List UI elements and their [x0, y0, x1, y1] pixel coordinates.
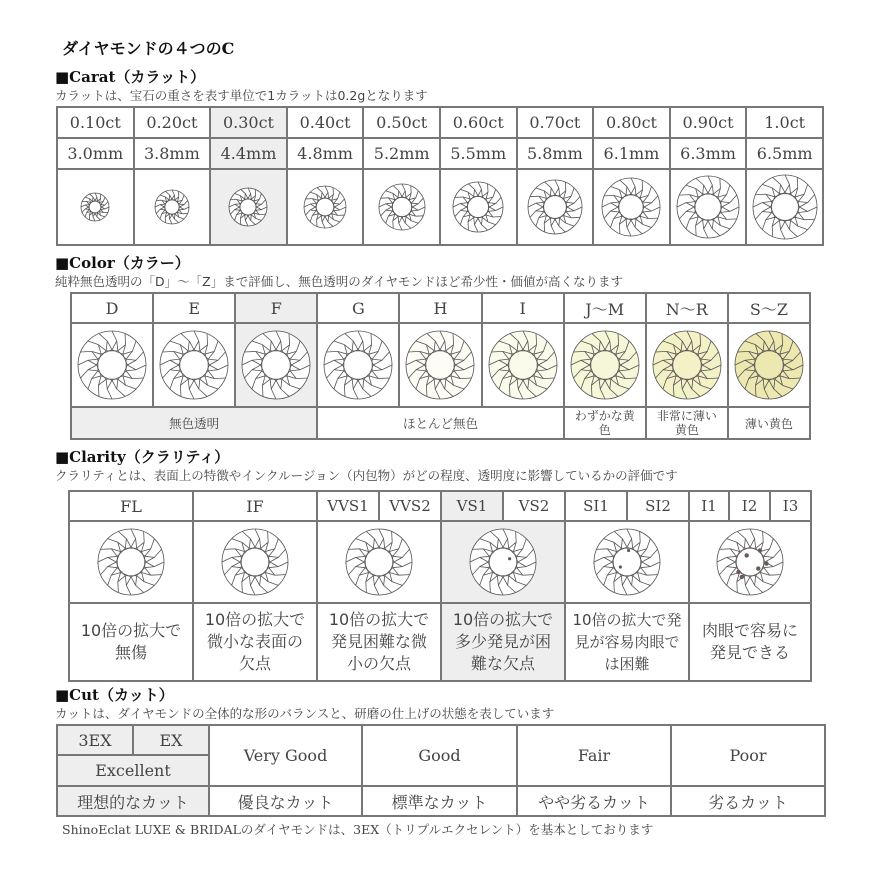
carat-size-row: [57, 138, 823, 169]
color-grade-cell: F: [235, 293, 317, 323]
carat-weight-cell: 0.20ct: [134, 107, 211, 138]
carat-size-cell: 4.4mm: [210, 138, 287, 169]
color-grade-cell: G: [317, 293, 399, 323]
clarity-description: クラリティとは、表面上の特徴やインクルージョン（内包物）がどの程度、透明度に影響しているかの評価です: [55, 468, 678, 483]
carat-weight-cell: 1.0ct: [746, 107, 823, 138]
carat-weight-cell: 0.50ct: [363, 107, 440, 138]
color-group-cell: ほとんど無色: [317, 407, 563, 439]
color-heading: ■Color（カラー）: [55, 254, 190, 272]
cut-description: カットは、ダイヤモンドの全体的な形のバランスと、研磨の仕上げの状態を表しています: [55, 706, 555, 721]
clarity-grade-cell: SI2: [627, 491, 689, 521]
carat-size-cell: 6.1mm: [593, 138, 670, 169]
diamond-icon: [318, 527, 440, 597]
diamond-icon: [671, 174, 746, 240]
color-grade-cell: N～R: [646, 293, 728, 323]
color-group-cell: 無色透明: [71, 407, 317, 439]
diamond-icon: [318, 329, 398, 401]
clarity-grade-row: [69, 491, 811, 521]
color-table: [70, 292, 811, 440]
diamond-icon: [518, 178, 593, 236]
diamond-icon: [690, 527, 810, 597]
footer-note: ShinoEclat LUXE & BRIDALのダイヤモンドは、3EX（トリプルエクセレント）を基本としております: [62, 822, 654, 837]
color-diamond-row: [71, 323, 810, 407]
cut-desc-cell: 優良なカット: [209, 786, 362, 816]
diamond-icon: [747, 173, 822, 241]
clarity-heading: ■Clarity（クラリティ）: [55, 448, 230, 466]
color-description: 純粋無色透明の「D」～「Z」まで評価し、無色透明のダイヤモンドほど希少性・価値が高くなります: [55, 274, 623, 289]
color-grade-cell: E: [153, 293, 235, 323]
color-grade-cell: H: [399, 293, 481, 323]
clarity-desc-cell: 10倍の拡大で微小な表面の欠点: [193, 603, 317, 681]
carat-size-cell: 5.2mm: [363, 138, 440, 169]
diamond-icon: [236, 329, 316, 401]
diamond-icon: [154, 329, 234, 401]
cut-heading: ■Cut（カット）: [55, 686, 174, 704]
color-grade-cell: I: [482, 293, 564, 323]
carat-weight-cell: 0.10ct: [57, 107, 134, 138]
carat-size-cell: 3.0mm: [57, 138, 134, 169]
diamond-icon: [58, 191, 133, 223]
carat-weight-cell: 0.80ct: [593, 107, 670, 138]
cut-grade-cell: 3EX: [57, 725, 133, 755]
cut-table: [56, 724, 826, 817]
carat-weight-cell: 0.30ct: [210, 107, 287, 138]
diamond-icon: [565, 329, 645, 401]
cut-desc-cell: 劣るカット: [671, 786, 825, 816]
diamond-icon: [288, 184, 363, 230]
color-grade-cell: J～M: [564, 293, 646, 323]
diamond-icon: [483, 329, 563, 401]
clarity-desc-cell: 10倍の拡大で無傷: [69, 603, 193, 681]
clarity-grade-cell: VVS2: [379, 491, 441, 521]
color-grade-cell: S～Z: [728, 293, 810, 323]
page-title: ダイヤモンドの４つのC: [62, 39, 235, 58]
clarity-grade-cell: I3: [770, 491, 811, 521]
clarity-grade-cell: VVS1: [317, 491, 379, 521]
diamond-icon: [594, 176, 669, 238]
color-group-cell: 薄い黄色: [728, 407, 810, 439]
cut-desc-cell: 標準なカット: [362, 786, 517, 816]
diamond-icon: [364, 182, 439, 232]
carat-weight-cell: 0.60ct: [440, 107, 517, 138]
cut-grade-cell: Fair: [517, 725, 671, 786]
clarity-desc-cell: 10倍の拡大で多少発見が困難な欠点: [441, 603, 565, 681]
carat-weight-cell: 0.40ct: [287, 107, 364, 138]
carat-size-cell: 6.3mm: [670, 138, 747, 169]
color-group-cell: 非常に薄い黄色: [646, 407, 728, 439]
clarity-grade-cell: VS1: [441, 491, 503, 521]
cut-desc-cell: 理想的なカット: [57, 786, 209, 816]
diamond-icon: [72, 329, 152, 401]
cut-grade-cell: Very Good: [209, 725, 362, 786]
clarity-desc-row: [69, 603, 811, 681]
cut-grade-cell: EX: [133, 725, 209, 755]
clarity-grade-cell: SI1: [565, 491, 627, 521]
clarity-grade-cell: VS2: [503, 491, 565, 521]
carat-size-cell: 4.8mm: [287, 138, 364, 169]
color-grade-cell: D: [71, 293, 153, 323]
diamond-icon: [70, 527, 192, 597]
carat-size-cell: 5.5mm: [440, 138, 517, 169]
carat-description: カラットは、宝石の重さを表す単位で1カラットは0.2gとなります: [55, 88, 428, 103]
diamond-icon: [194, 527, 316, 597]
carat-weight-cell: 0.70ct: [517, 107, 594, 138]
carat-size-cell: 6.5mm: [746, 138, 823, 169]
cut-desc-cell: やや劣るカット: [517, 786, 671, 816]
diamond-icon: [647, 329, 727, 401]
clarity-diamond-row: [69, 521, 811, 603]
clarity-grade-cell: I2: [729, 491, 770, 521]
diamond-icon: [566, 527, 688, 597]
cut-desc-row: [57, 786, 825, 816]
carat-diamond-row: [57, 169, 823, 245]
color-grade-row: [71, 293, 810, 323]
cut-grade-cell: Poor: [671, 725, 825, 786]
diamond-icon: [211, 186, 286, 228]
cut-grade-cell: Excellent: [57, 755, 209, 786]
cut-grade-cell: Good: [362, 725, 517, 786]
carat-weight-cell: 0.90ct: [670, 107, 747, 138]
color-group-row: [71, 407, 810, 439]
color-group-cell: わずかな黄色: [564, 407, 646, 439]
carat-table: [56, 106, 824, 246]
diamond-icon: [135, 188, 210, 226]
clarity-grade-cell: IF: [193, 491, 317, 521]
diamond-icon: [729, 329, 809, 401]
carat-size-cell: 5.8mm: [517, 138, 594, 169]
clarity-table: [68, 490, 812, 682]
diamond-icon: [441, 180, 516, 234]
clarity-desc-cell: 肉眼で容易に発見できる: [689, 603, 811, 681]
diamond-icon: [442, 527, 564, 597]
clarity-grade-cell: FL: [69, 491, 193, 521]
diamond-icon: [400, 329, 480, 401]
clarity-desc-cell: 10倍の拡大で発見が容易肉眼では困難: [565, 603, 689, 681]
carat-heading: ■Carat（カラット）: [55, 68, 206, 86]
clarity-desc-cell: 10倍の拡大で発見困難な微小の欠点: [317, 603, 441, 681]
carat-weight-row: [57, 107, 823, 138]
carat-size-cell: 3.8mm: [134, 138, 211, 169]
clarity-grade-cell: I1: [689, 491, 729, 521]
